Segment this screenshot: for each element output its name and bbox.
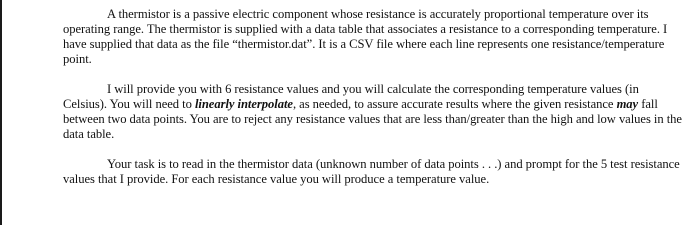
emphasis-linearly-interpolate: linearly interpolate xyxy=(194,97,293,111)
paragraph-2-text-1: I will provide you with 6 resistance values and you will calculate the corresponding temperature values (in Celsius). You will need to xyxy=(63,82,639,111)
paragraph-2-text-2: , as needed, to assure accurate results where the given resistance xyxy=(292,97,617,111)
page-left-border xyxy=(0,0,2,225)
document-body xyxy=(63,7,683,187)
paragraph-thermistor-intro: A thermistor is a passive electric component whose resistance is accurately proportional temperature over its operating range. The thermistor is supplied with a data table that associates a resistance to a corresponding temperature. I have supplied that data as the file “thermistor.dat”. It is a CSV file where each line represents one resistance/temperature point. xyxy=(63,7,668,66)
paragraph-2-text-3: fall between two data points. You are to reject any resistance values that are less than/greater than the high and low values in the data table. xyxy=(63,97,682,141)
paragraph-interpolation-instructions xyxy=(63,82,683,142)
paragraph-task-description: Your task is to read in the thermistor data (unknown number of data points . . .) and prompt for the 5 test resistance values that I provide. For each resistance value you will produce a temperature value. xyxy=(63,157,680,186)
emphasis-may: may xyxy=(616,97,639,111)
